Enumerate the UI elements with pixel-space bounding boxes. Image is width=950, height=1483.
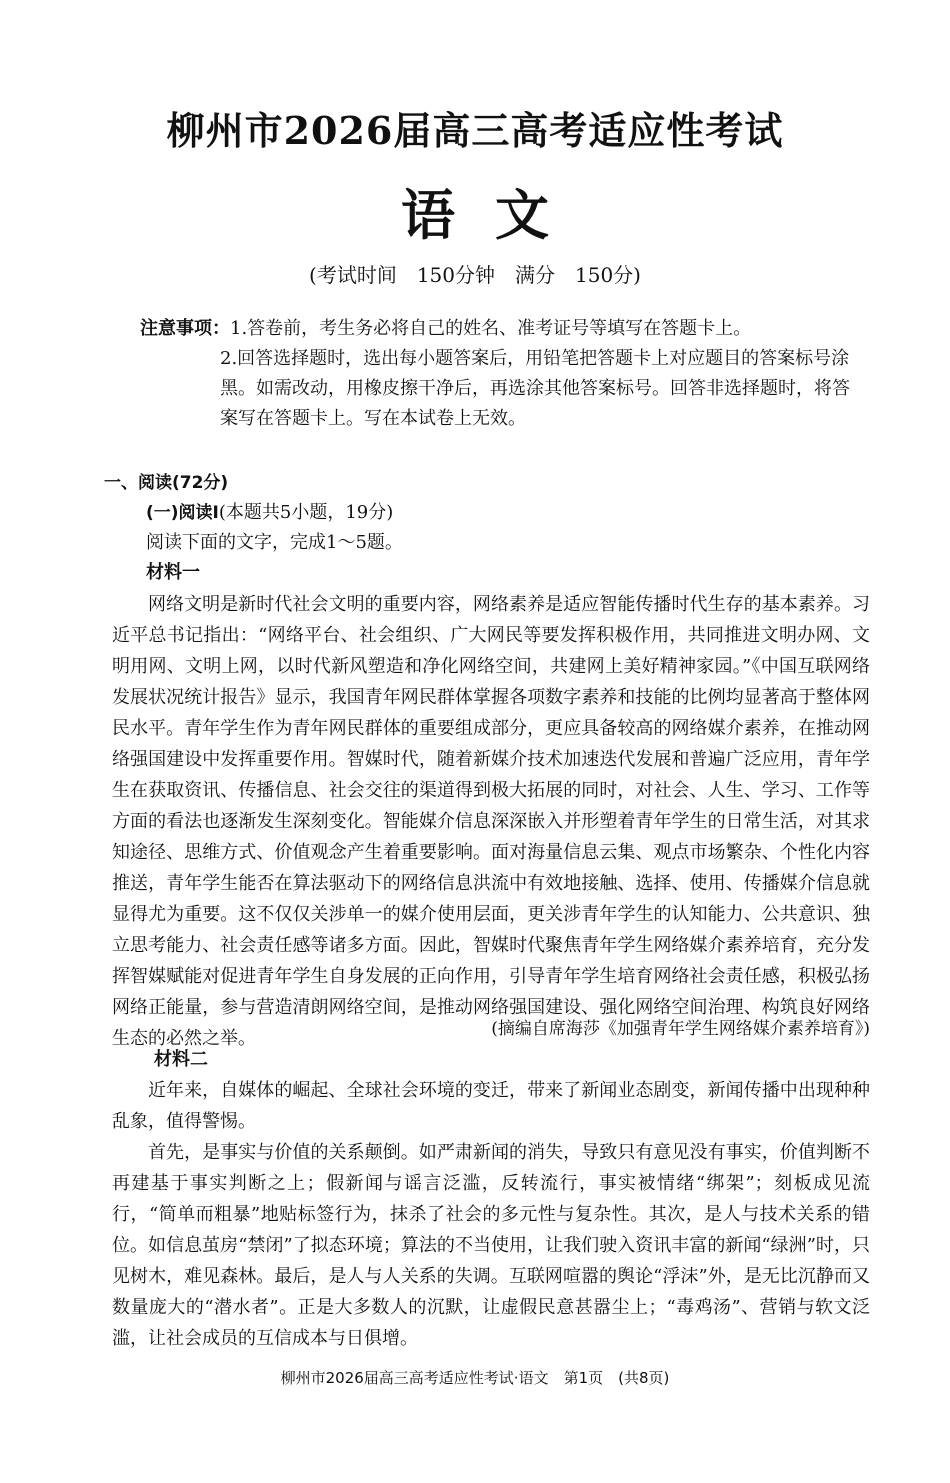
material-1-source: (摘编自席海莎《加强青年学生网络媒介素养培育》): [491, 1019, 870, 1039]
subject-title: 语文: [401, 183, 589, 247]
notice-block: [140, 314, 860, 429]
material-1-body: [112, 589, 870, 1054]
section-heading: 一、阅读(72分): [104, 473, 229, 493]
notice-label: 注意事项：: [140, 318, 230, 339]
material-1-label: 材料一: [146, 562, 200, 583]
reading-instruction: 阅读下面的文字，完成1～5题。: [146, 532, 403, 553]
material-2-label: 材料二: [154, 1049, 208, 1070]
notice-item-2: 2.回答选择题时，选出每小题答案后，用铅笔把答题卡上对应题目的答案标号涂黑。如需改动，用橡皮擦干净后，再选涂其他答案标号。回答非选择题时，将答案写在答题卡上。写在本试卷上无效。: [220, 348, 850, 429]
sub-heading: [104, 498, 884, 528]
page-footer: 柳州市2026届高三高考适应性考试·语文 第1页 (共8页): [280, 1369, 670, 1387]
material-2-paragraph-1: 近年来，自媒体的崛起、全球社会环境的变迁，带来了新闻业态剧变，新闻传播中出现种种乱象，值得警惕。: [112, 1080, 870, 1132]
exam-title: 柳州市2026届高三高考适应性考试: [166, 108, 784, 153]
notice-item-1: 1.答卷前，考生务必将自己的姓名、准考证号等填写在答题卡上。: [230, 318, 752, 339]
reading-section-header: [104, 468, 884, 588]
material-2-paragraph-2: 首先，是事实与价值的关系颠倒。如严肃新闻的消失，导致只有意见没有事实，价值判断不再建基于事实判断之上；假新闻与谣言泛滥，反转流行，事实被情绪“绑架”；刻板成见流行，“简单而粗暴”地贴标签行为，抹杀了社会的多元性与复杂性。其次，是人与技术关系的错位。如信息茧房“禁闭”了拟态环境；算法的不当使用，让我们驶入资讯丰富的新闻“绿洲”时，只见树木，难见森林。最后，是人与人关系的失调。互联网喧嚣的舆论“浮沫”外，是无比沉静而又数量庞大的“潜水者”。正是大多数人的沉默，让虚假民意甚嚣尘上；“毒鸡汤”、营销与软文泛滥，让社会成员的互信成本与日俱增。: [112, 1142, 870, 1349]
exam-meta: (考试时间 150分钟 满分 150分): [309, 263, 641, 287]
sub-heading-detail: (本题共5小题，19分): [218, 502, 394, 523]
material-2-body: [112, 1075, 870, 1354]
sub-heading-label: (一)阅读Ⅰ: [146, 503, 219, 523]
material-1-paragraph: 网络文明是新时代社会文明的重要内容，网络素养是适应智能传播时代生存的基本素养。习近平总书记指出：“网络平台、社会组织、广大网民等要发挥积极作用，共同推进文明办网、文明用网、文明上网，以时代新风塑造和净化网络空间，共建网上美好精神家园。”《中国互联网络发展状况统计报告》显示，我国青年网民群体掌握各项数字素养和技能的比例均显著高于整体网民水平。青年学生作为青年网民群体的重要组成部分，更应具备较高的网络媒介素养，在推动网络强国建设中发挥重要作用。智媒时代，随着新媒介技术加速迭代发展和普遍广泛应用，青年学生在获取资讯、传播信息、社会交往的渠道得到极大拓展的同时，对社会、人生、学习、工作等方面的看法也逐渐发生深刻变化。智能媒介信息深深嵌入并形塑着青年学生的日常生活，对其求知途径、思维方式、价值观念产生着重要影响。面对海量信息云集、观点市场繁杂、个性化内容推送，青年学生能否在算法驱动下的网络信息洪流中有效地接触、选择、使用、传播媒介信息就显得尤为重要。这不仅仅关涉单一的媒介使用层面，更关涉青年学生的认知能力、公共意识、独立思考能力、社会责任感等诸多方面。因此，智媒时代聚焦青年学生网络媒介素养培育，充分发挥智媒赋能对促进青年学生自身发展的正向作用，引导青年学生培育网络社会责任感，积极弘扬网络正能量，参与营造清朗网络空间，是推动网络强国建设、强化网络空间治理、构筑良好网络生态的必然之举。: [112, 594, 870, 1049]
